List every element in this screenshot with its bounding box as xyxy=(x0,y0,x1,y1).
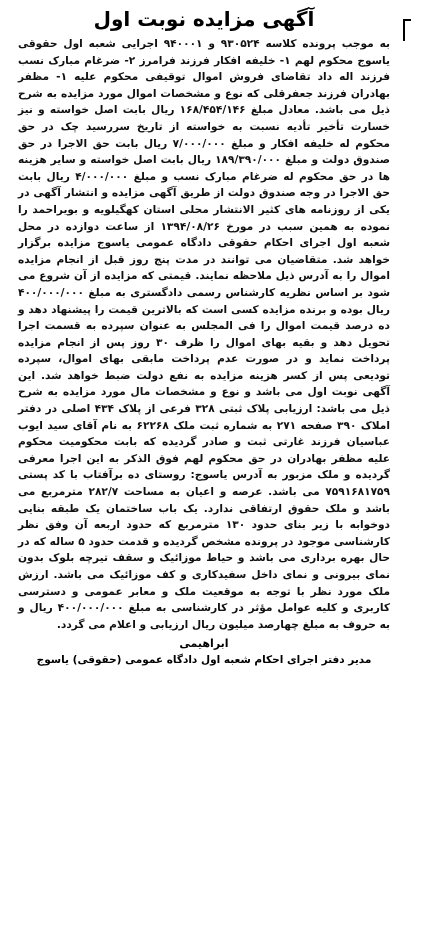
notice-title: آگهی مزایده نوبت اول xyxy=(93,7,315,31)
signer-name: ابراهیمی xyxy=(179,637,229,651)
frame-corner-side xyxy=(403,19,405,41)
signer-office: مدیر دفتر اجرای احکام شعبه اول دادگاه عمومی (حقوقی) یاسوج xyxy=(36,654,372,667)
notice-body: به موجب پرونده کلاسه ۹۳۰۵۲۴ و ۹۴۰۰۰۱ اجرایی شعبه اول حقوقی یاسوج محکوم لهم ۱- خلیفه افکار فرزند فرامرز ۲- ضرغام مبارک نسب فرزند اله داد تقاضای فروش اموال توقیفی محکوم علیه ۱- مظفر بهادران فرزند جعفرقلی که نوع و مشخصات اموال مورد مزایده به شرح ذیل می باشد. معادل مبلغ ۱۶۸/۴۵۴/۱۴۶ ریال بابت اصل خواسته و نیز خسارت تأخیر تأدیه نسبت به خواسته از تاریخ سررسید چک در حق محکوم له خلیفه افکار و مبلغ ۷/۰۰۰/۰۰۰ ریال بابت حق الاجرا در حق صندوق دولت و مبلغ ۱۸۹/۳۹۰/۰۰۰ ریال بابت اصل خواسته و سایر هزینه ها در حق محکوم له ضرغام مبارک نسب و مبلغ ۴/۰۰۰/۰۰۰ ریال بابت حق الاجرا در وجه صندوق دولت از طریق آگهی مزایده و انتشار آگهی در یکی از روزنامه های کثیر الانتشار محلی استان کهگیلویه و بویراحمد را نموده به همین سبب در مورخ ۱۳۹۴/۰۸/۲۶ از ساعت دوازده در محل شعبه اول اجرای احکام حقوقی دادگاه عمومی یاسوج مزایده برگزار خواهد شد. متقاضیان می توانند در مدت پنج روز قبل از انجام مزایده اموال را به آدرس ذیل ملاحظه نمایند. قیمتی که مزایده از آن شروع می شود بر اساس نظریه کارشناس رسمی دادگستری به مبلغ ۴۰۰/۰۰۰/۰۰۰ ریال بوده و برنده مزایده کسی است که بالاترین قیمت را پیشنهاد دهد و ده درصد قیمت اموال را فی المجلس به عنوان سپرده به قسمت اجرا تحویل دهد و بقیه بهای اموال را ظرف ۳۰ روز پس از انجام مزایده پرداخت نماید و در صورت عدم پرداخت مابقی بهای اموال، سپرده تودیعی پس از کسر هزینه مزایده به نفع دولت ضبط خواهد شد. این آگهی نوبت اول می باشد و نوع و مشخصات مال مورد مزایده به شرح ذیل می باشد: ارزیابی پلاک ثبتی ۳۲۸ فرعی از پلاک ۴۳۴ اصلی در دفتر املاک ۳۹۰ صفحه ۲۷۱ به شماره ثبت ملک ۶۲۲۶۸ به نام آقای سید ایوب عباسیان فرزند غارتی ثبت و صادر گردیده که بابت محکومیت محکوم علیه مظفر بهادران در حق محکوم لهم فوق الذکر به این اجرا معرفی گردیده و ملک مزبور به آدرس یاسوج: روستای ده برآفتاب با کد پستی ۷۵۹۱۶۸۱۷۵۹ می باشد. عرصه و اعیان به مساحت ۲۸۲/۷ مترمربع می باشد و ملک حقوق ارتفاقی ندارد. یک باب ساختمان یک طبقه بنایی دوخوابه با زیر بنای حدود ۱۳۰ مترمربع که حدود اربعه آن وفق نظر کارشناسی موجود در پرونده مشخص گردیده و قدمت حدود ۵ ساله که در حال بهره برداری می باشد و حیاط موزائیک و سقف تیرچه بلوک بدون نمای بیرونی و نمای داخل سفیدکاری و کف موزائیک می باشد. ارزش ملک مورد نظر با توجه به موقعیت ملک و معابر عمومی و دسترسی کاربری و کلیه عوامل مؤثر در کارشناسی به مبلغ ۴۰۰/۰۰۰/۰۰۰ ریال و به حروف به مبلغ چهارصد میلیون ریال ارزیابی و اعلام می گردد. xyxy=(18,38,391,631)
auction-notice xyxy=(18,6,390,669)
